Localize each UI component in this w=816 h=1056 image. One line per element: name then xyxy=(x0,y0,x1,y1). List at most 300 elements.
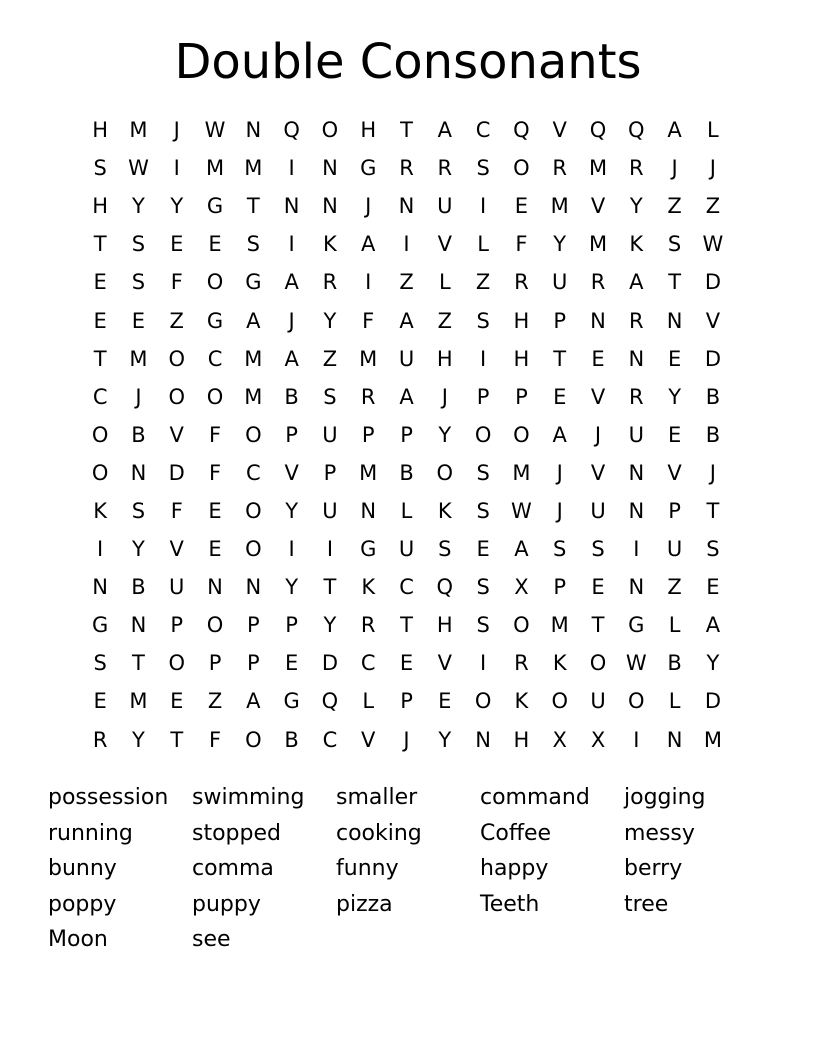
grid-row xyxy=(81,149,732,187)
word-list-item: comma xyxy=(192,856,274,881)
grid-cell: P xyxy=(323,460,337,485)
grid-cell: L xyxy=(668,689,681,714)
grid-cell: G xyxy=(206,194,224,219)
grid-cell: S xyxy=(553,537,567,562)
word-list-item: Teeth xyxy=(480,891,540,917)
grid-cell: S xyxy=(476,498,490,523)
grid-cell: V xyxy=(590,384,606,409)
word-list-item: jogging xyxy=(624,785,706,810)
grid-cell: G xyxy=(206,308,224,333)
grid-cell: R xyxy=(437,156,453,181)
grid-cell: O xyxy=(628,689,645,714)
grid-cell: Q xyxy=(436,575,454,600)
grid-cell: P xyxy=(361,422,375,447)
grid-cell: V xyxy=(667,460,682,485)
grid-cell: L xyxy=(477,232,489,257)
grid-cell: Z xyxy=(437,308,453,333)
grid-cell: N xyxy=(283,194,300,219)
grid-cell: F xyxy=(170,498,183,523)
grid-cell: L xyxy=(668,613,681,638)
grid-cell: C xyxy=(322,727,338,752)
grid-cell: O xyxy=(589,651,607,676)
grid-cell: N xyxy=(590,308,606,333)
grid-cell: F xyxy=(208,727,222,752)
grid-cell: V xyxy=(169,537,184,562)
grid-cell: W xyxy=(204,118,226,143)
grid-cell: T xyxy=(93,232,107,257)
grid-cell: Y xyxy=(629,194,643,219)
grid-cell: I xyxy=(480,194,487,219)
grid-cell: H xyxy=(436,613,453,638)
grid-cell: P xyxy=(170,613,184,638)
grid-cell: I xyxy=(365,270,372,295)
grid-cell: U xyxy=(552,270,568,295)
grid-cell: H xyxy=(436,346,453,371)
grid-cell: I xyxy=(633,537,640,562)
word-list-item: command xyxy=(480,785,590,810)
grid-cell: R xyxy=(514,270,529,295)
grid-cell: B xyxy=(284,384,299,409)
grid-cell: L xyxy=(438,270,451,295)
grid-cell: E xyxy=(438,689,452,714)
grid-cell: E xyxy=(93,689,107,714)
grid-cell: U xyxy=(590,689,606,714)
grid-cell: F xyxy=(170,270,183,295)
grid-cell: G xyxy=(92,613,109,638)
grid-cell: R xyxy=(399,156,414,181)
grid-cell: Y xyxy=(285,575,299,600)
grid-cell: Y xyxy=(323,613,337,638)
grid-cell: P xyxy=(553,575,567,600)
grid-cell: S xyxy=(591,537,605,562)
grid-cell: T xyxy=(170,727,184,752)
word-list-item: smaller xyxy=(336,785,418,810)
grid-cell: B xyxy=(284,727,299,752)
word-list-item: funny xyxy=(336,856,399,881)
grid-cell: U xyxy=(169,575,185,600)
grid-cell: O xyxy=(551,689,568,714)
grid-cell: S xyxy=(476,613,490,638)
grid-cell: E xyxy=(706,575,720,600)
grid-cell: N xyxy=(666,727,683,752)
word-list-item: poppy xyxy=(48,891,117,917)
grid-cell: O xyxy=(513,422,530,447)
grid-cell: C xyxy=(92,384,108,409)
grid-cell: M xyxy=(244,156,263,181)
grid-cell: U xyxy=(322,422,338,447)
grid-cell: N xyxy=(130,460,147,485)
grid-cell: A xyxy=(361,232,376,257)
grid-cell: U xyxy=(322,498,338,523)
grid-cell: A xyxy=(284,346,299,371)
grid-cell: O xyxy=(206,270,224,295)
grid-cell: O xyxy=(513,613,530,638)
grid-cell: Y xyxy=(706,651,720,676)
grid-cell: J xyxy=(709,460,716,485)
grid-cell: T xyxy=(668,270,682,295)
grid-cell: H xyxy=(513,727,530,752)
grid-cell: N xyxy=(360,498,377,523)
grid-cell: K xyxy=(93,498,108,523)
grid-cell: J xyxy=(556,498,563,523)
grid-row xyxy=(81,682,732,720)
grid-cell: S xyxy=(706,537,720,562)
grid-row xyxy=(81,340,732,378)
grid-cell: V xyxy=(437,232,452,257)
grid-cell: S xyxy=(476,460,490,485)
grid-cell: Z xyxy=(667,194,682,219)
grid-cell: M xyxy=(129,346,148,371)
grid-cell: J xyxy=(671,156,678,181)
grid-cell: Z xyxy=(475,270,491,295)
grid-cell: M xyxy=(550,613,569,638)
grid-cell: N xyxy=(130,613,147,638)
grid-cell: T xyxy=(553,346,567,371)
grid-cell: E xyxy=(591,575,605,600)
grid-cell: A xyxy=(437,118,452,143)
grid-cell: Y xyxy=(132,537,145,562)
grid-cell: I xyxy=(403,232,410,257)
grid-cell: G xyxy=(628,613,645,638)
grid-cell: W xyxy=(128,156,149,181)
grid-cell: V xyxy=(705,308,721,333)
word-list-item: happy xyxy=(480,856,549,881)
grid-cell: Z xyxy=(207,689,223,714)
grid-cell: K xyxy=(552,651,567,676)
grid-cell: O xyxy=(245,537,262,562)
grid-cell: M xyxy=(205,156,225,181)
grid-cell: P xyxy=(400,422,413,447)
grid-cell: S xyxy=(131,270,146,295)
grid-cell: F xyxy=(515,232,528,257)
grid-cell: S xyxy=(93,156,107,181)
grid-cell: O xyxy=(474,689,492,714)
grid-cell: E xyxy=(208,498,222,523)
grid-cell: Z xyxy=(322,346,338,371)
grid-cell: Q xyxy=(513,118,530,143)
grid-row xyxy=(81,492,732,530)
grid-cell: S xyxy=(476,156,490,181)
grid-cell: J xyxy=(173,118,180,143)
word-list-item: berry xyxy=(624,856,683,881)
grid-cell: Y xyxy=(285,498,299,523)
grid-cell: U xyxy=(398,537,415,562)
grid-cell: V xyxy=(437,651,452,676)
grid-cell: Y xyxy=(170,194,184,219)
grid-cell: N xyxy=(207,575,223,600)
grid-cell: F xyxy=(362,308,375,333)
grid-cell: J xyxy=(556,460,563,485)
grid-cell: Z xyxy=(705,194,721,219)
grid-cell: B xyxy=(667,651,682,676)
grid-row xyxy=(81,644,732,682)
grid-cell: E xyxy=(553,384,567,409)
grid-cell: M xyxy=(550,194,569,219)
grid-cell: G xyxy=(360,156,377,181)
grid-cell: I xyxy=(480,651,487,676)
grid-cell: D xyxy=(168,460,185,485)
word-list-item: see xyxy=(192,927,231,952)
word-list-item: possession xyxy=(48,785,169,810)
grid-cell: L xyxy=(362,689,375,714)
word-list xyxy=(48,780,768,958)
grid-cell: T xyxy=(591,613,605,638)
grid-cell: V xyxy=(169,422,184,447)
grid-cell: E xyxy=(93,270,107,295)
grid-cell: J xyxy=(594,422,602,447)
word-list-item: puppy xyxy=(192,891,261,917)
grid-cell: Y xyxy=(438,727,452,752)
grid-cell: X xyxy=(590,727,606,752)
grid-cell: T xyxy=(323,575,337,600)
grid-cell: I xyxy=(173,156,180,181)
grid-cell: U xyxy=(398,346,415,371)
grid-cell: E xyxy=(591,346,605,371)
grid-row xyxy=(81,111,732,149)
grid-cell: J xyxy=(709,156,716,181)
grid-cell: Q xyxy=(283,118,300,143)
grid-cell: N xyxy=(628,575,645,600)
word-list-item: messy xyxy=(624,820,695,846)
word-list-item: stopped xyxy=(192,820,281,846)
grid-row xyxy=(81,454,732,492)
grid-cell: Q xyxy=(589,118,607,143)
grid-cell: Y xyxy=(132,727,145,752)
word-list-item: pizza xyxy=(336,891,393,917)
grid-cell: Z xyxy=(667,575,682,600)
grid-cell: T xyxy=(400,118,413,143)
grid-cell: E xyxy=(399,651,414,676)
grid-cell: P xyxy=(285,613,298,638)
grid-cell: V xyxy=(361,727,376,752)
grid-cell: N xyxy=(245,575,262,600)
grid-cell: R xyxy=(552,156,567,181)
grid-cell: R xyxy=(514,651,529,676)
grid-cell: S xyxy=(246,232,260,257)
grid-cell: U xyxy=(628,422,644,447)
grid-cell: N xyxy=(628,498,645,523)
grid-cell: O xyxy=(206,613,224,638)
grid-cell: A xyxy=(629,270,644,295)
grid-cell: N xyxy=(322,156,338,181)
grid-cell: P xyxy=(247,613,260,638)
grid-cell: H xyxy=(513,346,530,371)
grid-cell: N xyxy=(398,194,415,219)
grid-cell: C xyxy=(207,346,223,371)
grid-cell: O xyxy=(206,384,224,409)
grid-cell: F xyxy=(208,422,222,447)
grid-cell: Z xyxy=(399,270,414,295)
grid-cell: I xyxy=(288,537,295,562)
grid-cell: Z xyxy=(169,308,184,333)
grid-cell: S xyxy=(476,308,490,333)
grid-cell: O xyxy=(513,156,530,181)
grid-cell: P xyxy=(553,308,567,333)
grid-cell: T xyxy=(93,346,107,371)
grid-cell: A xyxy=(705,613,721,638)
grid-cell: U xyxy=(590,498,606,523)
grid-cell: T xyxy=(400,613,413,638)
grid-cell: R xyxy=(360,384,376,409)
grid-cell: P xyxy=(247,651,260,676)
grid-cell: T xyxy=(246,194,260,219)
grid-cell: X xyxy=(514,575,529,600)
grid-cell: M xyxy=(129,689,148,714)
grid-cell: E xyxy=(208,537,222,562)
grid-cell: N xyxy=(245,118,262,143)
grid-cell: D xyxy=(704,689,721,714)
grid-cell: E xyxy=(131,308,146,333)
grid-cell: B xyxy=(399,460,414,485)
grid-cell: N xyxy=(666,308,683,333)
grid-cell: O xyxy=(168,384,185,409)
grid-cell: V xyxy=(552,118,567,143)
grid-cell: N xyxy=(475,727,491,752)
word-list-item: Coffee xyxy=(480,820,552,846)
grid-cell: I xyxy=(480,346,487,371)
grid-cell: C xyxy=(475,118,491,143)
grid-row xyxy=(81,530,732,568)
grid-cell: V xyxy=(590,194,606,219)
grid-cell: M xyxy=(588,232,608,257)
grid-cell: P xyxy=(476,384,490,409)
grid-cell: P xyxy=(208,651,222,676)
grid-cell: K xyxy=(437,498,452,523)
grid-cell: I xyxy=(97,537,104,562)
grid-cell: Y xyxy=(132,194,145,219)
grid-cell: C xyxy=(399,575,414,600)
grid-cell: D xyxy=(704,346,721,371)
grid-cell: B xyxy=(705,422,721,447)
grid-cell: S xyxy=(131,232,146,257)
grid-cell: J xyxy=(403,727,410,752)
grid-cell: E xyxy=(170,689,184,714)
grid-row xyxy=(81,606,732,644)
grid-cell: S xyxy=(476,575,490,600)
grid-cell: O xyxy=(245,498,262,523)
grid-cell: B xyxy=(131,575,146,600)
grid-cell: N xyxy=(322,194,338,219)
word-list-item: tree xyxy=(624,891,669,917)
grid-cell: O xyxy=(91,422,109,447)
grid-cell: V xyxy=(284,460,299,485)
grid-row xyxy=(81,568,732,606)
grid-cell: C xyxy=(246,460,261,485)
grid-cell: A xyxy=(399,384,414,409)
grid-cell: A xyxy=(552,422,567,447)
grid-cell: S xyxy=(323,384,337,409)
grid-cell: E xyxy=(476,537,490,562)
grid-cell: Y xyxy=(323,308,337,333)
grid-cell: U xyxy=(666,537,683,562)
grid-cell: W xyxy=(511,498,532,523)
grid-cell: M xyxy=(588,156,608,181)
grid-cell: E xyxy=(667,346,682,371)
grid-cell: H xyxy=(92,194,109,219)
grid-cell: O xyxy=(91,460,109,485)
grid-cell: R xyxy=(322,270,338,295)
grid-cell: O xyxy=(168,346,185,371)
grid-cell: A xyxy=(246,308,261,333)
grid-cell: C xyxy=(360,651,376,676)
page-title: Double Consonants xyxy=(174,34,642,90)
grid-cell: A xyxy=(667,118,682,143)
grid-cell: Y xyxy=(438,422,452,447)
grid-cell: K xyxy=(629,232,644,257)
grid-cell: O xyxy=(321,118,339,143)
grid-cell: E xyxy=(667,422,682,447)
word-list-item: bunny xyxy=(48,856,117,881)
grid-row xyxy=(81,378,732,416)
grid-cell: M xyxy=(359,346,378,371)
grid-cell: R xyxy=(92,727,108,752)
grid-cell: W xyxy=(625,651,647,676)
grid-cell: U xyxy=(437,194,453,219)
word-list-item: swimming xyxy=(192,785,305,810)
grid-cell: J xyxy=(288,308,295,333)
grid-cell: O xyxy=(245,422,262,447)
grid-cell: W xyxy=(702,232,724,257)
grid-cell: J xyxy=(135,384,142,409)
grid-cell: B xyxy=(705,384,721,409)
grid-cell: B xyxy=(131,422,146,447)
grid-cell: K xyxy=(514,689,529,714)
grid-cell: K xyxy=(361,575,376,600)
grid-cell: H xyxy=(513,308,530,333)
grid-cell: E xyxy=(170,232,184,257)
grid-cell: E xyxy=(514,194,529,219)
grid-cell: P xyxy=(668,498,681,523)
grid-cell: A xyxy=(284,270,299,295)
grid-cell: E xyxy=(208,232,222,257)
grid-cell: A xyxy=(514,537,529,562)
grid-cell: A xyxy=(399,308,414,333)
grid-cell: I xyxy=(288,156,295,181)
grid-cell: R xyxy=(360,613,376,638)
grid-cell: M xyxy=(359,460,378,485)
grid-cell: S xyxy=(438,537,452,562)
grid-cell: N xyxy=(628,460,645,485)
grid-cell: S xyxy=(667,232,682,257)
grid-cell: Y xyxy=(668,384,682,409)
grid-cell: O xyxy=(168,651,185,676)
grid-cell: N xyxy=(92,575,108,600)
grid-cell: Y xyxy=(553,232,567,257)
grid-cell: M xyxy=(244,346,263,371)
grid-cell: S xyxy=(93,651,107,676)
grid-cell: P xyxy=(515,384,528,409)
grid-cell: A xyxy=(246,689,261,714)
grid-cell: T xyxy=(132,651,145,676)
grid-cell: N xyxy=(628,346,645,371)
grid-cell: P xyxy=(285,422,298,447)
grid-cell: G xyxy=(245,270,262,295)
grid-cell: V xyxy=(590,460,606,485)
grid-cell: R xyxy=(629,156,644,181)
word-list-item: Moon xyxy=(48,927,108,952)
word-list-item: cooking xyxy=(336,820,422,846)
letter-grid xyxy=(81,111,732,759)
grid-row xyxy=(81,263,732,301)
grid-cell: S xyxy=(131,498,146,523)
grid-cell: M xyxy=(244,384,263,409)
grid-cell: I xyxy=(288,232,295,257)
grid-cell: R xyxy=(629,308,644,333)
grid-cell: O xyxy=(436,460,454,485)
grid-cell: G xyxy=(283,689,300,714)
grid-cell: E xyxy=(284,651,299,676)
grid-cell: P xyxy=(400,689,413,714)
